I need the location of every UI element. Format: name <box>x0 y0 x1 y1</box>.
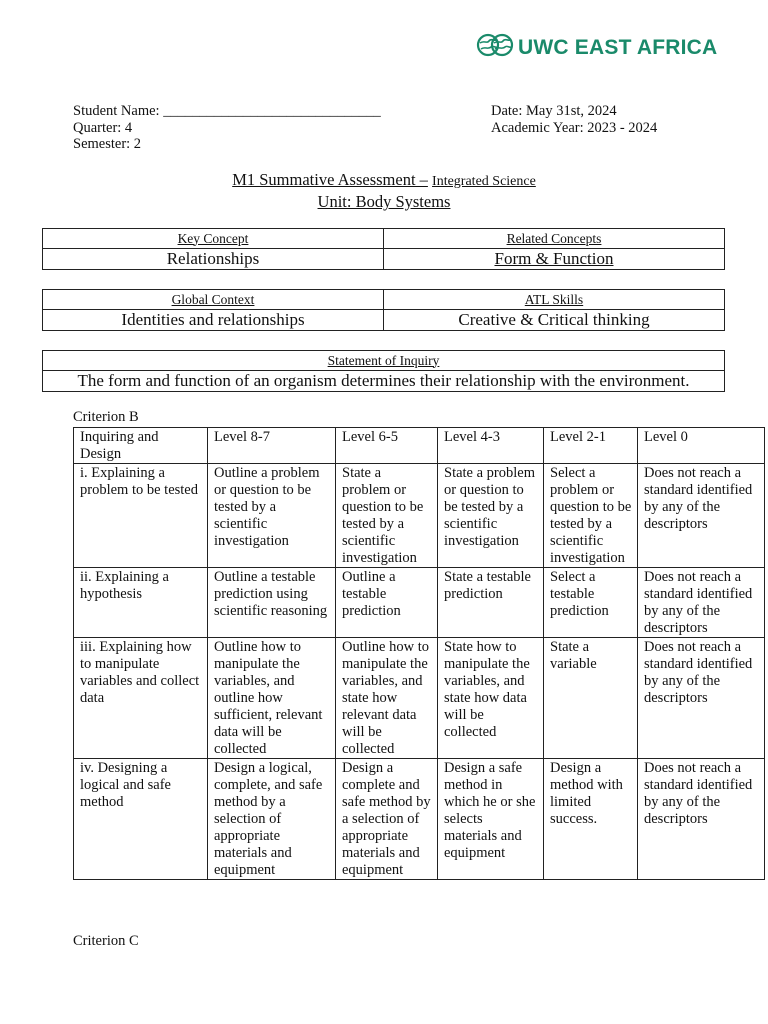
related-concepts-label: Related Concepts <box>384 229 725 249</box>
rubric-cell: Outline how to manipulate the variables, and outline how sufficient, relevant data will be collected <box>208 638 336 759</box>
atl-skills-value: Creative & Critical thinking <box>384 310 725 331</box>
criterion-b-rubric <box>73 427 765 880</box>
rubric-cell: Select a testable prediction <box>544 568 638 638</box>
inquiry-table <box>42 350 725 392</box>
logo-text: UWC EAST AFRICA <box>518 35 718 59</box>
rubric-cell: State how to manipulate the variables, and state how data will be collected <box>438 638 544 759</box>
academic-year-text: Academic Year: 2023 - 2024 <box>491 119 658 136</box>
inquiry-label: Statement of Inquiry <box>43 351 725 371</box>
unit-title: Unit: Body Systems <box>317 192 451 211</box>
inquiry-value: The form and function of an organism determines their relationship with the environment. <box>43 371 725 392</box>
semester-text: Semester: 2 <box>73 136 142 152</box>
rubric-cell: i. Explaining a problem to be tested <box>74 464 208 568</box>
criterion-c-label: Criterion C <box>73 933 139 949</box>
rubric-cell: Design a method with limited success. <box>544 759 638 880</box>
rubric-header-cell: Level 4-3 <box>438 428 544 464</box>
rubric-cell: State a problem or question to be tested by a scientific investigation <box>438 464 544 568</box>
rubric-row <box>74 464 765 568</box>
rubric-cell: Does not reach a standard identified by any of the descriptors <box>638 568 765 638</box>
student-name-field[interactable]: Student Name: ______________________________ <box>73 103 381 119</box>
subject-title: Integrated Science <box>432 174 536 189</box>
globe-icon <box>476 32 514 63</box>
rubric-header-cell: Inquiring and Design <box>74 428 208 464</box>
rubric-cell: iii. Explaining how to manipulate variables and collect data <box>74 638 208 759</box>
related-concepts-value: Form & Function <box>384 249 725 270</box>
key-concept-value: Relationships <box>43 249 384 270</box>
rubric-cell: Design a safe method in which he or she selects materials and equipment <box>438 759 544 880</box>
rubric-row <box>74 568 765 638</box>
rubric-cell: ii. Explaining a hypothesis <box>74 568 208 638</box>
rubric-cell: Select a problem or question to be tested by a scientific investigation <box>544 464 638 568</box>
rubric-cell: Does not reach a standard identified by any of the descriptors <box>638 759 765 880</box>
rubric-cell: Does not reach a standard identified by any of the descriptors <box>638 638 765 759</box>
page-title <box>0 170 768 212</box>
rubric-cell: Does not reach a standard identified by any of the descriptors <box>638 464 765 568</box>
rubric-cell: Outline a testable prediction using scientific reasoning <box>208 568 336 638</box>
rubric-header-cell: Level 2-1 <box>544 428 638 464</box>
rubric-header-cell: Level 8-7 <box>208 428 336 464</box>
date-text: Date: May 31st, 2024 <box>491 103 617 119</box>
atl-skills-label: ATL Skills <box>384 290 725 310</box>
rubric-cell: State a testable prediction <box>438 568 544 638</box>
rubric-cell: Design a complete and safe method by a selection of appropriate materials and equipment <box>336 759 438 880</box>
rubric-header-cell: Level 6-5 <box>336 428 438 464</box>
rubric-cell: Outline a testable prediction <box>336 568 438 638</box>
rubric-cell: Outline how to manipulate the variables, and state how relevant data will be collected <box>336 638 438 759</box>
context-table <box>42 289 725 331</box>
global-context-value: Identities and relationships <box>43 310 384 331</box>
date-info <box>491 103 657 136</box>
rubric-row <box>74 759 765 880</box>
rubric-header-row <box>74 428 765 464</box>
rubric-row <box>74 638 765 759</box>
rubric-cell: State a variable <box>544 638 638 759</box>
quarter-text: Quarter: 4 <box>73 119 133 136</box>
criterion-b-label: Criterion B <box>73 409 139 425</box>
rubric-cell: iv. Designing a logical and safe method <box>74 759 208 880</box>
rubric-cell: Design a logical, complete, and safe method by a selection of appropriate materials and equipment <box>208 759 336 880</box>
global-context-label: Global Context <box>43 290 384 310</box>
rubric-header-cell: Level 0 <box>638 428 765 464</box>
concepts-table <box>42 228 725 270</box>
assessment-title: M1 Summative Assessment – <box>232 170 428 189</box>
rubric-cell: State a problem or question to be tested by a scientific investigation <box>336 464 438 568</box>
rubric-cell: Outline a problem or question to be tested by a scientific investigation <box>208 464 336 568</box>
uwc-logo <box>476 32 717 63</box>
student-info <box>73 103 381 153</box>
key-concept-label: Key Concept <box>43 229 384 249</box>
